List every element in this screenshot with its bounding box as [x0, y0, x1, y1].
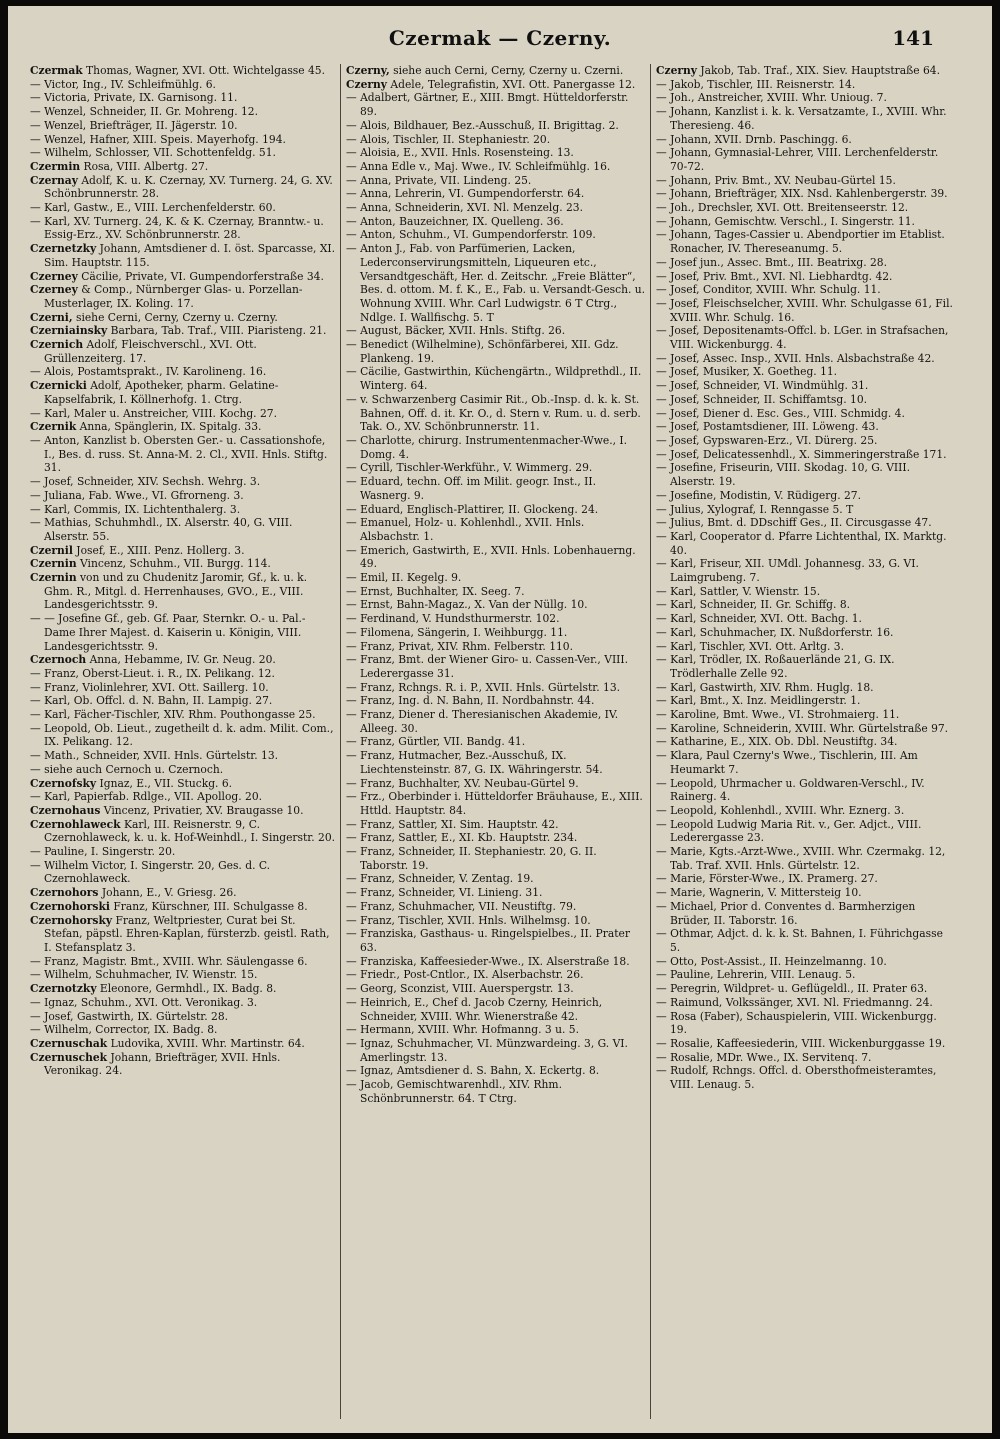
- directory-entry: — Wilhelm, Corrector, IX. Badg. 8.: [30, 1023, 218, 1037]
- directory-entry: — Alois, Tischler, II. Stephaniestr. 20.: [346, 132, 551, 146]
- directory-entry: — Adalbert, Gärtner, E., XIII. Bmgt. Hütteldorferstr. 89.: [346, 91, 629, 119]
- column-2: [340, 64, 650, 1419]
- directory-entry: — Franziska, Gasthaus- u. Ringelspielbes., II. Prater 63.: [346, 927, 630, 954]
- directory-entry: — Josef, Schneider, VI. Windmühlg. 31.: [656, 379, 869, 393]
- directory-entry: — Rosalie, Kaffeesiederin, VIII. Wickenburggasse 19.: [656, 1036, 946, 1050]
- directory-entry: Czernohlaweck Karl, III. Reisnerstr. 9, C. Czernohlaweck, k. u. k. Hof-Weinhdl., I. Singerstr. 20.: [30, 817, 336, 845]
- directory-entry: Czermak Thomas, Wagner, XVI. Ott. Wichtelgasse 45.: [30, 64, 326, 77]
- directory-entry: Czerny Adele, Telegrafistin, XVI. Ott. Panergasse 12.: [346, 77, 636, 91]
- directory-entry: — Karl, Tischler, XVI. Ott. Arltg. 3.: [656, 639, 844, 653]
- directory-entry: — Franz, Violinlehrer, XVI. Ott. Saillerg. 10.: [30, 680, 269, 694]
- directory-entry: — Emanuel, Holz- u. Kohlenhdl., XVII. Hnls. Alsbachstr. 1.: [346, 516, 585, 543]
- directory-entry: — Anton, Schuhm., VI. Gumpendorferstr. 109.: [346, 228, 596, 242]
- directory-entry: Czerney & Comp., Nürnberger Glas- u. Porzellan-Musterlager, IX. Koling. 17.: [30, 283, 303, 310]
- directory-entry: — Josefine, Friseurin, VIII. Skodag. 10, G. VIII. Alserstr. 19.: [656, 461, 910, 489]
- directory-entry: — Karl, Commis, IX. Lichtenthalerg. 3.: [30, 502, 241, 516]
- directory-entry: Czernin Vincenz, Schuhm., VII. Burgg. 114.: [30, 557, 271, 571]
- directory-entry: — Anton, Kanzlist b. Obersten Ger.- u. Cassationshofe, I., Bes. d. russ. St. Anna-M. 2. Cl., XVII. Hnls. Stiftg. 31.: [30, 433, 328, 475]
- directory-entry: Czerni, siehe Cerni, Cerny, Czerny u. Czerny.: [30, 310, 278, 324]
- directory-entry: — Wenzel, Hafner, XIII. Speis. Mayerhofg. 194.: [30, 132, 286, 146]
- directory-entry: — Joh., Anstreicher, XVIII. Whr. Unioug. 7.: [656, 91, 887, 105]
- directory-entry: — Karl, XV. Turnerg. 24, K. & K. Czernay, Branntw.- u. Essig-Erz., XV. Schönbrunnerstr. 28.: [30, 214, 324, 242]
- page-header: [8, 26, 992, 56]
- directory-entry: — Josef, Schneider, II. Schiffamtsg. 10.: [656, 392, 868, 406]
- directory-entry: — Josef, Fleischselcher, XVIII. Whr. Schulgasse 61, Fil. XVIII. Whr. Schulg. 16.: [656, 296, 953, 324]
- directory-entry: — Alois, Bildhauer, Bez.-Ausschuß, II. Brigittag. 2.: [346, 118, 619, 132]
- directory-entry: — Anna, Lehrerin, VI. Gumpendorferstr. 64.: [346, 187, 585, 201]
- directory-entry: Czernoch Anna, Hebamme, IV. Gr. Neug. 20.: [30, 653, 276, 667]
- directory-entry: — Cyrill, Tischler-Werkführ., V. Wimmerg. 29.: [346, 461, 593, 475]
- directory-entry: — Johann, Gemischtw. Verschl., I. Singerstr. 11.: [656, 214, 915, 228]
- directory-entry: Czerny, siehe auch Cerni, Cerny, Czerny u. Czerni.: [346, 64, 624, 77]
- directory-entry: — Emerich, Gastwirth, E., XVII. Hnls. Lobenhauerng. 49.: [346, 543, 636, 571]
- directory-entry: Czernohorsky Franz, Weltpriester, Curat bei St. Stefan, päpstl. Ehren-Kaplan, fürsterzb. geistl. Rath, I. Stefansplatz 3.: [30, 913, 330, 954]
- directory-entry: — Anton, Bauzeichner, IX. Quelleng. 36.: [346, 214, 564, 228]
- directory-entry: Czernuschek Johann, Briefträger, XVII. Hnls. Veronikag. 24.: [30, 1050, 281, 1078]
- directory-entry: — Ernst, Buchhalter, IX. Seeg. 7.: [346, 584, 525, 598]
- directory-entry: — Josef, Depositenamts-Offcl. b. LGer. in Strafsachen, VIII. Wickenburgg. 4.: [656, 324, 949, 352]
- directory-entry: — Cäcilie, Gastwirthin, Küchengärtn., Wildprethdl., II. Winterg. 64.: [346, 365, 642, 393]
- directory-entry: — Karl, Schuhmacher, IX. Nußdorferstr. 16.: [656, 625, 894, 639]
- directory-entry: — Karl, Fächer-Tischler, XIV. Rhm. Pouthongasse 25.: [30, 708, 316, 722]
- directory-entry: — Franz, Magistr. Bmt., XVIII. Whr. Säulengasse 6.: [30, 954, 308, 968]
- directory-entry: Czernohaus Vincenz, Privatier, XV. Braugasse 10.: [30, 803, 304, 817]
- directory-entry: — Karl, Cooperator d. Pfarre Lichtenthal, IX. Marktg. 40.: [656, 529, 947, 557]
- directory-entry: — Anna, Private, VII. Lindeng. 25.: [346, 173, 532, 187]
- directory-entry: — Josef, Postamtsdiener, III. Löweng. 43.: [656, 420, 879, 434]
- directory-entry: — Karl, Sattler, V. Wienstr. 15.: [656, 584, 821, 598]
- directory-entry: Czerney Cäcilie, Private, VI. Gumpendorferstraße 34.: [30, 269, 324, 283]
- directory-entry: — Hermann, XVIII. Whr. Hofmanng. 3 u. 5.: [346, 1023, 579, 1037]
- directory-entry: — Julius, Bmt. d. DDschiff Ges., II. Circusgasse 47.: [656, 516, 932, 530]
- directory-entry: — Franz, Schneider, II. Stephaniestr. 20, G. II. Taborstr. 19.: [346, 845, 597, 872]
- directory-entry: — Michael, Prior d. Conventes d. Barmherzigen Brüder, II. Taborstr. 16.: [656, 899, 916, 927]
- directory-entry: — Johann, Tages-Cassier u. Abendportier im Etablist. Ronacher, IV. Thereseanumg. 5.: [656, 228, 945, 256]
- directory-entry: — Franz, Diener d. Theresianischen Akademie, IV. Alleeg. 30.: [346, 708, 619, 735]
- directory-entry: — Karl, Friseur, XII. UMdl. Johannesg. 33, G. VI. Laimgrubeng. 7.: [656, 557, 919, 585]
- directory-entry: — Josef, Schneider, XIV. Sechsh. Wehrg. 3.: [30, 475, 261, 489]
- directory-entry: — Leopold, Uhrmacher u. Goldwaren-Verschl., IV. Rainerg. 4.: [656, 776, 925, 804]
- directory-entry: — Karl, Bmt., X. Inz. Meidlingerstr. 1.: [656, 694, 861, 708]
- directory-entry: — v. Schwarzenberg Casimir Rit., Ob.-Insp. d. k. k. St. Bahnen, Off. d. it. Kr. O., d. Stern v. Rum. u. d. serb. Tak. O., XV. Schönbrunnerstr. 11.: [346, 392, 641, 434]
- directory-entry: — Franz, Buchhalter, XV. Neubau-Gürtel 9.: [346, 776, 579, 790]
- directory-entry: — Karl, Maler u. Anstreicher, VIII. Kochg. 27.: [30, 406, 277, 420]
- directory-entry: Czernich Adolf, Fleischverschl., XVI. Ott. Grüllenzeiterg. 17.: [30, 338, 257, 365]
- directory-entry: — Filomena, Sängerin, I. Weihburgg. 11.: [346, 625, 568, 639]
- directory-entry: — Wenzel, Schneider, II. Gr. Mohreng. 12.: [30, 105, 258, 119]
- directory-entry: — Franz, Schneider, VI. Linieng. 31.: [346, 886, 543, 900]
- directory-entry: — Ferdinand, V. Hundsthurmerstr. 102.: [346, 612, 560, 626]
- column-1: [30, 64, 340, 1419]
- directory-entry: — Josef, Musiker, X. Goetheg. 11.: [656, 365, 838, 379]
- directory-entry: — Raimund, Volkssänger, XVI. Nl. Friedmanng. 24.: [656, 995, 933, 1009]
- directory-entry: — Frz., Oberbinder i. Hütteldorfer Bräuhause, E., XIII. Httld. Hauptstr. 84.: [346, 790, 643, 817]
- directory-entry: Czernay Adolf, K. u. K. Czernay, XV. Turnerg. 24, G. XV. Schönbrunnerstr. 28.: [30, 173, 333, 201]
- directory-entry: — Josef, Assec. Insp., XVII. Hnls. Alsbachstraße 42.: [656, 351, 935, 365]
- directory-entry: — Klara, Paul Czerny's Wwe., Tischlerin, III. Am Heumarkt 7.: [656, 749, 918, 776]
- directory-entry: — Charlotte, chirurg. Instrumentenmacher-Wwe., I. Domg. 4.: [346, 433, 628, 461]
- directory-entry: — Franz, Oberst-Lieut. i. R., IX. Pelikang. 12.: [30, 666, 275, 680]
- directory-entry: — Wenzel, Briefträger, II. Jägerstr. 10.: [30, 118, 238, 132]
- directory-entry: — Marie, Kgts.-Arzt-Wwe., XVIII. Whr. Czermakg. 12, Tab. Traf. XVII. Hnls. Gürtelstr. 12.: [656, 845, 946, 872]
- directory-entry: — Franziska, Kaffeesieder-Wwe., IX. Alserstraße 18.: [346, 954, 630, 968]
- directory-entry: — Johann, Priv. Bmt., XV. Neubau-Gürtel 15.: [656, 173, 896, 187]
- directory-entry: — Karl, Papierfab. Rdlge., VII. Apollog. 20.: [30, 790, 263, 804]
- directory-entry: — Marie, Förster-Wwe., IX. Pramerg. 27.: [656, 872, 878, 886]
- directory-entry: — Anna, Schneiderin, XVI. Nl. Menzelg. 23.: [346, 201, 583, 215]
- directory-entry: — Jacob, Gemischtwarenhdl., XIV. Rhm. Schönbrunnerstr. 64. T Ctrg.: [346, 1078, 562, 1105]
- directory-entry: — Karl, Gastwirth, XIV. Rhm. Huglg. 18.: [656, 680, 874, 694]
- directory-entry: — Karoline, Schneiderin, XVIII. Whr. Gürtelstraße 97.: [656, 721, 949, 735]
- directory-entry: — Anna Edle v., Maj. Wwe., IV. Schleifmühlg. 16.: [346, 159, 611, 173]
- directory-entry: — Franz, Schuhmacher, VII. Neustiftg. 79.: [346, 899, 577, 913]
- directory-entry: — Josef, Gastwirth, IX. Gürtelstr. 28.: [30, 1009, 229, 1023]
- directory-entry: — Ignaz, Schuhm., XVI. Ott. Veronikag. 3.: [30, 995, 258, 1009]
- directory-entry: — Karl, Schneider, XVI. Ott. Bachg. 1.: [656, 612, 862, 626]
- directory-entry: Czernuschak Ludovika, XVIII. Whr. Martinstr. 64.: [30, 1036, 305, 1050]
- directory-entry: — siehe auch Cernoch u. Czernoch.: [30, 762, 224, 776]
- directory-entry: — Alois, Postamtsprakt., IV. Karolineng. 16.: [30, 365, 267, 379]
- directory-entry: Czernofsky Ignaz, E., VII. Stuckg. 6.: [30, 776, 233, 790]
- directory-entry: — Pauline, Lehrerin, VIII. Lenaug. 5.: [656, 968, 856, 982]
- directory-entry: — Victoria, Private, IX. Garnisong. 11.: [30, 91, 238, 105]
- directory-entry: — Johann, Gymnasial-Lehrer, VIII. Lerchenfelderstr. 70-72.: [656, 146, 939, 173]
- column-3: [650, 64, 960, 1419]
- directory-entry: — August, Bäcker, XVII. Hnls. Stiftg. 26.: [346, 324, 566, 338]
- directory-entry: — Leopold, Kohlenhdl., XVIII. Whr. Eznerg. 3.: [656, 803, 905, 817]
- directory-entry: — Othmar, Adjct. d. k. k. St. Bahnen, I. Führichgasse 5.: [656, 927, 943, 954]
- directory-entry: — Franz, Sattler, E., XI. Kb. Hauptstr. 234.: [346, 831, 578, 845]
- directory-entry: — Marie, Wagnerin, V. Mittersteig 10.: [656, 886, 862, 900]
- directory-entry: — Friedr., Post-Cntlor., IX. Alserbachstr. 26.: [346, 968, 584, 982]
- directory-entry: — Josef, Diener d. Esc. Ges., VIII. Schmidg. 4.: [656, 406, 905, 420]
- directory-entry: Czermin Rosa, VIII. Albertg. 27.: [30, 159, 209, 173]
- directory-entry: — Johann, Briefträger, XIX. Nsd. Kahlenbergerstr. 39.: [656, 187, 948, 201]
- directory-entry: — Josef, Priv. Bmt., XVI. Nl. Liebhardtg. 42.: [656, 269, 893, 283]
- directory-entry: — Joh., Drechsler, XVI. Ott. Breitenseerstr. 12.: [656, 201, 909, 215]
- directory-entry: — Rosa (Faber), Schauspielerin, VIII. Wickenburgg. 19.: [656, 1009, 937, 1037]
- directory-entry: — Wilhelm, Schlosser, VII. Schottenfeldg. 51.: [30, 146, 276, 160]
- directory-entry: — Franz, Gürtler, VII. Bandg. 41.: [346, 735, 526, 749]
- directory-entry: — Josef jun., Assec. Bmt., III. Beatrixg. 28.: [656, 255, 887, 269]
- directory-page: [8, 6, 992, 1433]
- directory-entry: Czernin von und zu Chudenitz Jaromir, Gf., k. u. k. Ghm. R., Mitgl. d. Herrenhauses, GVO., E., VIII. Landesgerichtsstr. 9.: [30, 571, 308, 612]
- directory-entry: — Ignaz, Schuhmacher, VI. Münzwardeing. 3, G. VI. Amerlingstr. 13.: [346, 1036, 628, 1064]
- directory-entry: — Franz, Rchngs. R. i. P., XVII. Hnls. Gürtelstr. 13.: [346, 680, 621, 694]
- directory-entry: — Ernst, Bahn-Magaz., X. Van der Nüllg. 10.: [346, 598, 588, 612]
- page-number: 141: [892, 26, 934, 50]
- directory-entry: — Wilhelm, Schuhmacher, IV. Wienstr. 15.: [30, 968, 258, 982]
- directory-entry: — Eduard, techn. Off. im Milit. geogr. Inst., II. Wasnerg. 9.: [346, 475, 596, 502]
- directory-entry: — Anton J., Fab. von Parfümerien, Lacken, Lederconservirungsmitteln, Liqueuren etc., Versandtgeschäft, Her. d. Zeitschr. „Freie Blätter“, Bes. d. ottom. M. f. K., E., Fab. u. Versandt-Gesch. u. Wohnung XVIII. Whr. Carl Ludwigstr. 6 T Ctrg., Ndlge. I. Wallfischg. 5. T: [346, 242, 646, 324]
- running-head: Czermak — Czerny.: [388, 26, 612, 50]
- directory-entry: — Math., Schneider, XVII. Hnls. Gürtelstr. 13.: [30, 749, 279, 763]
- directory-entry: Czernohorski Franz, Kürschner, III. Schulgasse 8.: [30, 899, 308, 913]
- directory-entry: — Victor, Ing., IV. Schleifmühlg. 6.: [30, 77, 216, 91]
- directory-entry: — Johann, Kanzlist i. k. k. Versatzamte, I., XVIII. Whr. Theresieng. 46.: [656, 105, 947, 132]
- directory-entry: — Rosalie, MDr. Wwe., IX. Servitenq. 7.: [656, 1050, 872, 1064]
- directory-entry: — Pauline, I. Singerstr. 20.: [30, 845, 176, 859]
- directory-entry: — Josef, Delicatessenhdl., X. Simmeringerstraße 171.: [656, 447, 947, 461]
- directory-entry: — Karl, Gastw., E., VIII. Lerchenfelderstr. 60.: [30, 201, 276, 215]
- directory-entry: — Aloisia, E., XVII. Hnls. Rosensteing. 13.: [346, 146, 574, 160]
- directory-entry: — Benedict (Wilhelmine), Schönfärberei, XII. Gdz. Plankeng. 19.: [346, 338, 619, 365]
- directory-entry: — Jakob, Tischler, III. Reisnerstr. 14.: [656, 77, 856, 91]
- directory-entry: — Peregrin, Wildpret- u. Geflügeldl., II. Prater 63.: [656, 982, 928, 996]
- directory-entry: Czernohors Johann, E., V. Griesg. 26.: [30, 886, 237, 900]
- directory-entry: — Leopold, Ob. Lieut., zugetheilt d. k. adm. Milit. Com., IX. Pelikang. 12.: [30, 721, 334, 749]
- directory-entry: — Emil, II. Kegelg. 9.: [346, 571, 462, 585]
- directory-entry: — Franz, Hutmacher, Bez.-Ausschuß, IX. Liechtensteinstr. 87, G. IX. Währingerstr. 54.: [346, 749, 603, 776]
- directory-entry: Czerny Jakob, Tab. Traf., XIX. Siev. Hauptstraße 64.: [656, 64, 940, 77]
- directory-entry: — Rudolf, Rchngs. Offcl. d. Obersthofmeisteramtes, VIII. Lenaug. 5.: [656, 1064, 937, 1092]
- directory-entry: Czernotzky Eleonore, Germhdl., IX. Badg. 8.: [30, 982, 277, 996]
- directory-entry: — Heinrich, E., Chef d. Jacob Czerny, Heinrich, Schneider, XVIII. Whr. Wienerstraße 42.: [346, 995, 603, 1023]
- directory-entry: — Ignaz, Amtsdiener d. S. Bahn, X. Eckertg. 8.: [346, 1064, 600, 1078]
- directory-entry: — Eduard, Englisch-Plattirer, II. Glockeng. 24.: [346, 502, 599, 516]
- directory-entry: — Johann, XVII. Drnb. Paschingg. 6.: [656, 132, 852, 146]
- directory-entry: — Leopold Ludwig Maria Rit. v., Ger. Adjct., VIII. Lederergasse 23.: [656, 817, 922, 845]
- directory-entry: — Karl, Trödler, IX. Roßauerlände 21, G. IX. Trödlerhalle Zelle 92.: [656, 653, 895, 680]
- directory-entry: — Julius, Xylograf, I. Renngasse 5. T: [656, 502, 854, 516]
- directory-entry: — Karl, Ob. Offcl. d. N. Bahn, II. Lampig. 27.: [30, 694, 273, 708]
- directory-entry: Czernicki Adolf, Apotheker, pharm. Gelatine-Kapselfabrik, I. Köllnerhofg. 1. Ctrg.: [30, 379, 279, 406]
- directory-entry: — Franz, Sattler, XI. Sim. Hauptstr. 42.: [346, 817, 559, 831]
- directory-entry: Czernik Anna, Spänglerin, IX. Spitalg. 33.: [30, 420, 262, 434]
- directory-entry: — Franz, Bmt. der Wiener Giro- u. Cassen-Ver., VIII. Lederergasse 31.: [346, 653, 629, 680]
- directory-entry: — Josef, Gypswaren-Erz., VI. Dürerg. 25.: [656, 433, 878, 447]
- directory-entry: — Otto, Post-Assist., II. Heinzelmanng. 10.: [656, 954, 887, 968]
- directory-entry: Czernil Josef, E., XIII. Penz. Hollerg. 3.: [30, 543, 245, 557]
- directory-entry: Czernetzky Johann, Amtsdiener d. I. öst. Sparcasse, XI. Sim. Hauptstr. 115.: [30, 242, 336, 269]
- directory-entry: — Mathias, Schuhmhdl., IX. Alserstr. 40, G. VIII. Alserstr. 55.: [30, 516, 293, 543]
- directory-columns: [30, 64, 962, 1419]
- directory-entry: Czerniainsky Barbara, Tab. Traf., VIII. Piaristeng. 21.: [30, 324, 327, 338]
- directory-entry: — — Josefine Gf., geb. Gf. Paar, Sternkr. O.- u. Pal.-Dame Ihrer Majest. d. Kaiserin u. Königin, VIII. Landesgerichtsstr. 9.: [30, 612, 306, 653]
- directory-entry: — Franz, Privat, XIV. Rhm. Felberstr. 110.: [346, 639, 573, 653]
- directory-entry: — Franz, Schneider, V. Zentag. 19.: [346, 872, 534, 886]
- directory-entry: — Wilhelm Victor, I. Singerstr. 20, Ges. d. C. Czernohlaweck.: [30, 858, 271, 886]
- directory-entry: — Karoline, Bmt. Wwe., VI. Strohmaierg. 11.: [656, 708, 900, 722]
- directory-entry: — Josef, Conditor, XVIII. Whr. Schulg. 11.: [656, 283, 881, 297]
- directory-entry: — Franz, Tischler, XVII. Hnls. Wilhelmsg. 10.: [346, 913, 591, 927]
- directory-entry: — Katharine, E., XIX. Ob. Dbl. Neustiftg. 34.: [656, 735, 898, 749]
- directory-entry: — Josefine, Modistin, V. Rüdigerg. 27.: [656, 488, 861, 502]
- directory-entry: — Juliana, Fab. Wwe., VI. Gfrorneng. 3.: [30, 488, 244, 502]
- directory-entry: — Franz, Ing. d. N. Bahn, II. Nordbahnstr. 44.: [346, 694, 595, 708]
- directory-entry: — Georg, Sconzist, VIII. Auerspergstr. 13.: [346, 982, 574, 996]
- directory-entry: — Karl, Schneider, II. Gr. Schiffg. 8.: [656, 598, 851, 612]
